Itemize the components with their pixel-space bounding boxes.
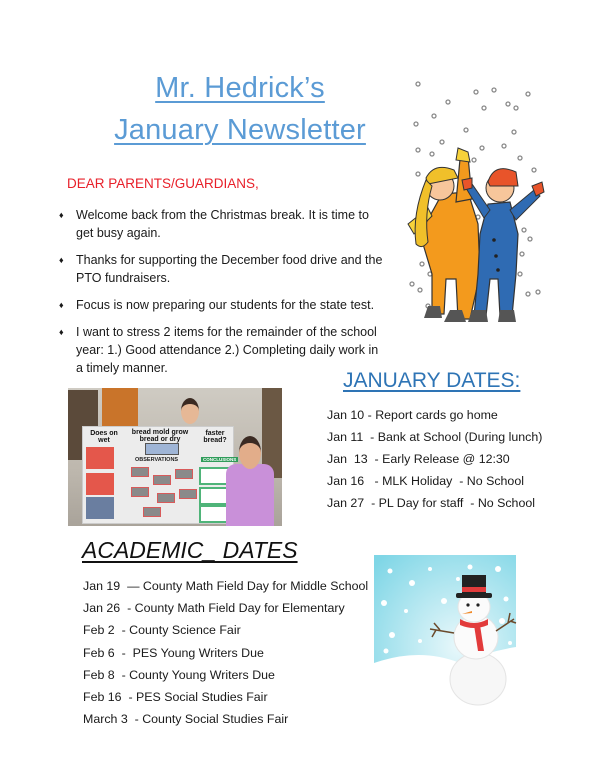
- board-photo: [175, 469, 193, 479]
- bullet-item: [58, 206, 388, 242]
- january-date-item: Jan 11 - Bank at School (During lunch): [327, 430, 543, 444]
- girl-face: [239, 436, 261, 469]
- board-photo: [143, 507, 161, 517]
- bullet-item: [58, 251, 388, 287]
- academic-date-item: Jan 19 — County Math Field Day for Middle School: [83, 579, 369, 593]
- board-photo: [153, 475, 171, 485]
- board-observations: OBSERVATIONS: [135, 457, 179, 463]
- board-photo: [157, 493, 175, 503]
- board-title-card: [145, 443, 179, 455]
- diamond-bullet-icon: ♦: [59, 327, 64, 337]
- trifold-board: [82, 426, 237, 524]
- newsletter-title-line2: January Newsletter: [114, 114, 366, 146]
- board-card: [86, 497, 114, 519]
- board-photo: [131, 487, 149, 497]
- bullet-text: Focus is now preparing our students for the state test.: [76, 298, 375, 312]
- january-date-item: Jan 10 - Report cards go home: [327, 408, 498, 422]
- diamond-bullet-icon: ♦: [59, 300, 64, 310]
- january-date-item: Jan 13 - Early Release @ 12:30: [327, 452, 510, 466]
- kids-in-snow-clipart: [398, 74, 554, 324]
- bullet-item: [58, 296, 388, 314]
- january-date-item: Jan 27 - PL Day for staff - No School: [327, 496, 535, 510]
- january-dates-list: [327, 404, 542, 514]
- board-conclusions: CONCLUSIONS: [203, 457, 237, 462]
- diamond-bullet-icon: ♦: [59, 255, 64, 265]
- board-card: [86, 447, 114, 469]
- board-photo: [179, 489, 197, 499]
- bullet-text: Thanks for supporting the December food drive and the PTO fundraisers.: [76, 253, 383, 285]
- child-orange-icon: [408, 148, 480, 322]
- board-text-center: bread mold grow bread or dry: [131, 429, 189, 443]
- science-fair-photo: [68, 388, 282, 526]
- january-date-item: Jan 16 - MLK Holiday - No School: [327, 474, 524, 488]
- academic-date-item: March 3 - County Social Studies Fair: [83, 712, 289, 727]
- board-text-left: Does on wet: [90, 430, 118, 444]
- diamond-bullet-icon: ♦: [59, 210, 64, 220]
- academic-date-item: Feb 6 - PES Young Writers Due: [83, 645, 264, 660]
- bullet-text: Welcome back from the Christmas break. It is time to get busy again.: [76, 208, 369, 240]
- board-text-right: faster bread?: [203, 430, 227, 444]
- girl-pink-shirt: [226, 464, 274, 526]
- greeting: DEAR PARENTS/GUARDIANS,: [67, 176, 259, 191]
- academic-date-item: Feb 16 - PES Social Studies Fair: [83, 690, 268, 705]
- door: [102, 388, 138, 430]
- academic-date-item: Jan 26 - County Math Field Day for Elementary: [83, 601, 345, 616]
- academic-date-item: Feb 8 - County Young Writers Due: [83, 667, 275, 682]
- board-card: [86, 473, 114, 495]
- academic-dates-list: [83, 575, 368, 730]
- intro-bullet-list: [58, 206, 388, 386]
- academic-dates-heading: ACADEMIC_ DATES: [82, 537, 298, 563]
- bullet-text: I want to stress 2 items for the remainder of the school year: 1.) Good attendance 2.) Completing daily work in a timely manner.: [76, 325, 379, 375]
- girl-behind-board: [181, 398, 199, 424]
- academic-date-item: Feb 2 - County Science Fair: [83, 623, 241, 638]
- january-dates-heading: JANUARY DATES:: [343, 369, 521, 392]
- snowman-clipart: [370, 551, 520, 711]
- board-photo: [131, 467, 149, 477]
- newsletter-title-line1: Mr. Hedrick’s: [155, 72, 325, 104]
- bullet-item: [58, 323, 388, 377]
